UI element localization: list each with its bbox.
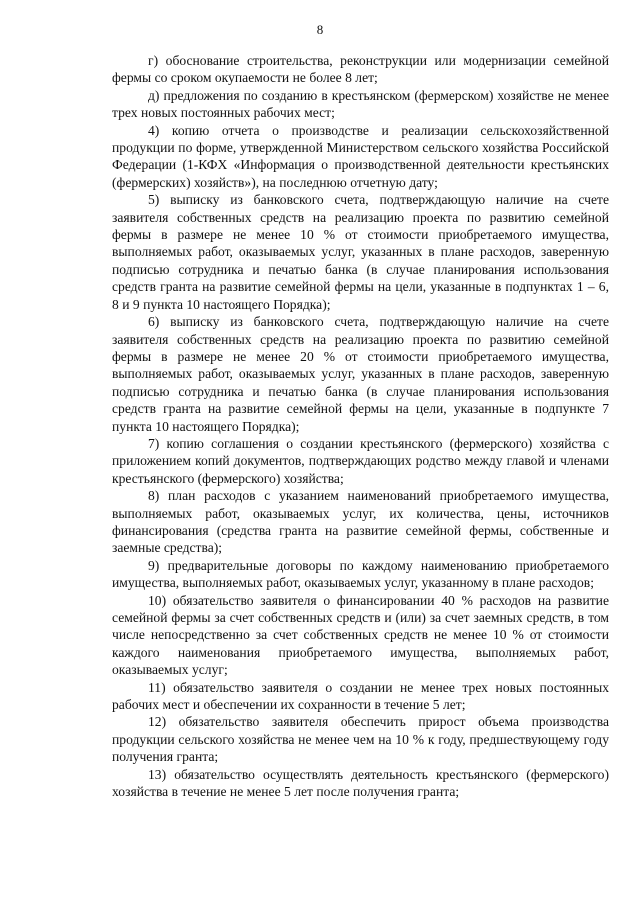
- paragraph-12: 12) обязательство заявителя обеспечить прирост объема производства продукции сельского хозяйства не менее чем на 10 % к году, предшествующему году получения гранта;: [112, 714, 609, 765]
- paragraph-g: г) обоснование строительства, реконструкции или модернизации семейной фермы со сроком окупаемости не более 8 лет;: [112, 53, 609, 86]
- paragraph-9: 9) предварительные договоры по каждому наименованию приобретаемого имущества, выполняемых работ, оказываемых услуг, указанному в плане расходов;: [112, 557, 609, 591]
- paragraph-10: 10) обязательство заявителя о финансировании 40 % расходов на развитие семейной фермы за счет собственных средств и (или) за счет заемных средств, в том числе непосредственно за счет собственных средств не менее 10 % от стоимости каждого наименования приобретаемого имущества, выполняемых работ, оказываемых услуг;: [112, 592, 609, 678]
- paragraph-13: 13) обязательство осуществлять деятельность крестьянского (фермерского) хозяйства в течение не менее 5 лет после получения гранта;: [112, 766, 609, 800]
- paragraph-5: 5) выписку из банковского счета, подтверждающую наличие на счете заявителя собственных средств на реализацию проекта по развитию семейной фермы в размере не менее 10 % от стоимости приобретаемого имущества, выполняемых работ, оказываемых услуг, указанных в плане расходов, заверенную подписью сотрудника и печатью банка (в случае планирования использования средств гранта на развитие семейной фермы на цели, указанные в подпунктах 1 – 6, 8 и 9 пункта 10 настоящего Порядка);: [112, 192, 609, 312]
- document-body: [112, 52, 609, 800]
- paragraph-7: 7) копию соглашения о создании крестьянского (фермерского) хозяйства с приложением копий документов, подтверждающих родство между главой и членами крестьянского (фермерского) хозяйства;: [112, 435, 609, 486]
- paragraph-8: 8) план расходов с указанием наименований приобретаемого имущества, выполняемых работ, оказываемых услуг, их количества, цены, источников финансирования (средства гранта на развитие семейной фермы, собственные и заемные средства);: [112, 488, 609, 556]
- paragraph-4: 4) копию отчета о производстве и реализации сельскохозяйственной продукции по форме, утвержденной Министерством сельского хозяйства Российской Федерации (1-КФХ «Информация о производственной деятельности крестьянских (фермерских) хозяйств»), на последнюю отчетную дату;: [112, 122, 609, 190]
- page-number: 8: [316, 22, 324, 37]
- paragraph-d: д) предложения по созданию в крестьянском (фермерском) хозяйстве не менее трех новых постоянных рабочих мест;: [112, 87, 609, 121]
- paragraph-6: 6) выписку из банковского счета, подтверждающую наличие на счете заявителя собственных средств на реализацию проекта по развитию семейной фермы в размере не менее 20 % от стоимости приобретаемого имущества, выполняемых работ, оказываемых услуг, указанных в плане расходов, заверенную подписью сотрудника и печатью банка (в случае планирования использования средств гранта на развитие семейной фермы на цели, указанные в подпункте 7 пункта 10 настоящего Порядка);: [112, 314, 609, 434]
- paragraph-11: 11) обязательство заявителя о создании не менее трех новых постоянных рабочих мест и обеспечении их сохранности в течение 5 лет;: [112, 679, 609, 713]
